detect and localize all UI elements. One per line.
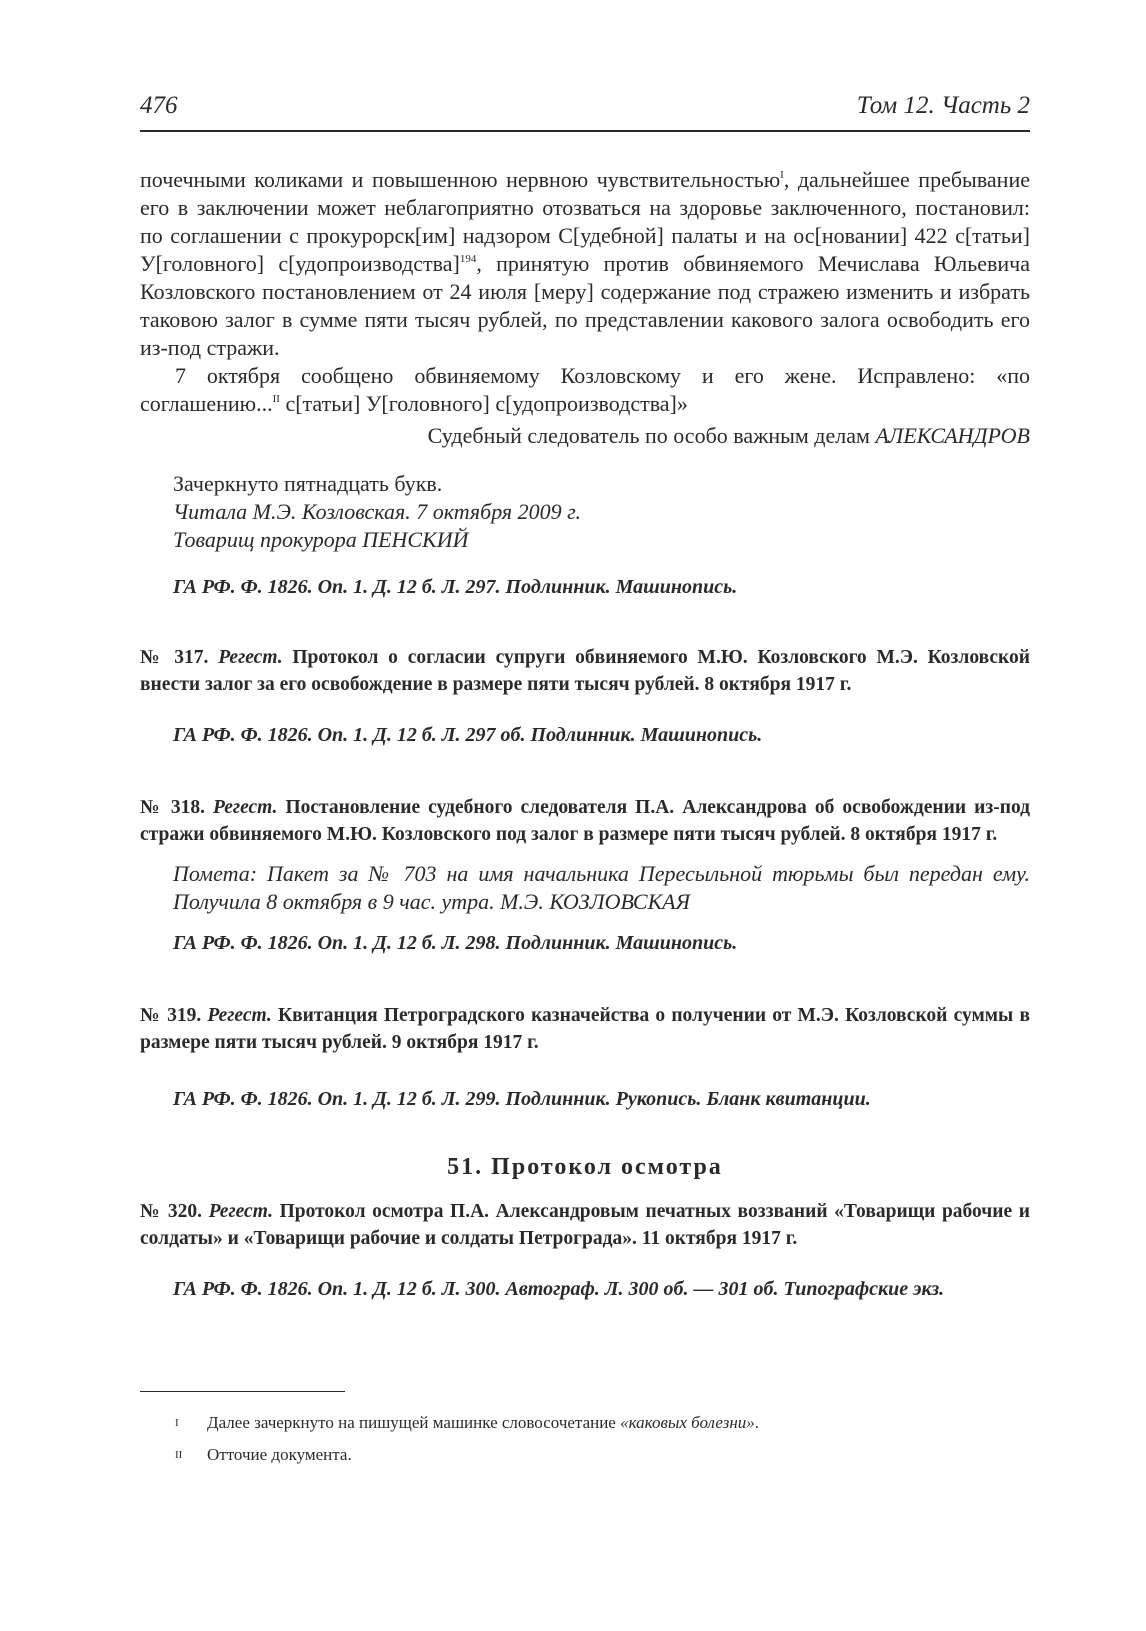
entry-number: № 317. xyxy=(140,647,219,668)
regest-label: Регест. xyxy=(208,1201,273,1222)
paragraph-text: , дальнейшее пребывание его в заключении может неблагоприятно отозваться на здоровье заключенного, постановил: по соглашении с прокурорск[им] надзором С[удебной] палаты и на ос[новании] 422 с[татьи] У[головного] с[удопроизводства] xyxy=(140,167,1030,276)
regest-entry-317 xyxy=(140,644,1030,698)
entry-number: № 318. xyxy=(140,797,214,818)
header-rule xyxy=(140,130,1030,132)
section-heading: 51. Протокол осмотра xyxy=(447,1154,723,1180)
paragraph-continuation xyxy=(140,166,1030,362)
footnote-text-part: . xyxy=(754,1413,760,1432)
note-struck: Зачеркнуто пятнадцать букв. xyxy=(173,471,443,496)
endnote-ref[interactable]: 194 xyxy=(459,253,477,265)
entry-text: Протокол осмотра П.А. Александровым печатных воззваний «Товарищи рабочие и солдаты» и «Товарищи рабочие и солдаты Петрограда». 11 октября 1917 г. xyxy=(140,1201,1030,1249)
signature-name: АЛЕКСАНДРОВ xyxy=(875,423,1030,448)
regest-entry-318 xyxy=(140,794,1030,848)
page-content xyxy=(140,166,1030,1302)
pometa-note: Помета: Пакет за № 703 на имя начальника Пересыльной тюрьмы был передан ему. Получила 8 октября в 9 час. утра. М.Э. КОЗЛОВСКАЯ xyxy=(173,861,1030,914)
regest-entry-320 xyxy=(140,1198,1030,1252)
footnote-ref[interactable]: I xyxy=(780,169,784,181)
page-number: 476 xyxy=(140,92,178,119)
paragraph-text: 7 октября сообщено обвиняемому Козловскому и его жене. Исправлено: «по соглашению... xyxy=(140,363,1030,416)
entry-number: № 320. xyxy=(140,1201,209,1222)
footnote-text xyxy=(207,1412,759,1434)
footnote-mark: I xyxy=(175,1417,179,1429)
regest-label: Регест. xyxy=(213,797,278,818)
regest-label: Регест. xyxy=(207,1005,272,1026)
footnote-text-part: Далее зачеркнуто на пишущей машинке словосочетание xyxy=(207,1413,621,1432)
running-header xyxy=(140,92,1030,128)
paragraph-correction xyxy=(140,362,1030,418)
regest-label: Регест. xyxy=(218,647,283,668)
signature-line xyxy=(140,422,1030,450)
volume-title: Том 12. Часть 2 xyxy=(856,92,1030,119)
archive-source: ГА РФ. Ф. 1826. Оп. 1. Д. 12 б. Л. 298. Подлинник. Машинопись. xyxy=(173,932,738,954)
footnote-mark: II xyxy=(175,1449,183,1461)
footnote-ref[interactable]: II xyxy=(272,393,280,405)
regest-entry-319 xyxy=(140,1002,1030,1056)
footnote-text-italic: «каковых болезни» xyxy=(620,1413,755,1432)
entry-text: Протокол о согласии супруги обвиняемого М.Ю. Козловского М.Э. Козловской внести залог за его освобождение в размере пяти тысяч рублей. 8 октября 1917 г. xyxy=(140,647,1030,695)
footnote-text: Отточие документа. xyxy=(207,1445,352,1464)
signature-label: Судебный следователь по особо важным делам xyxy=(427,423,876,448)
paragraph-text: почечными коликами и повышенною нервною чувствительностью xyxy=(140,167,781,192)
paragraph-text: , принятую против обвиняемого Мечислава Юльевича Козловского постановлением от 24 июля [меру] содержание под стражею изменить и избрать таковою залог в сумме пяти тысяч рублей, по представлении каковогo залога освободить его из-под стражи. xyxy=(140,251,1031,360)
footnote-rule xyxy=(140,1391,345,1392)
archive-source: ГА РФ. Ф. 1826. Оп. 1. Д. 12 б. Л. 299. Подлинник. Рукопись. Бланк квитанции. xyxy=(173,1088,871,1110)
paragraph-text: с[татьи] У[головного] с[удопроизводства]» xyxy=(279,391,688,416)
archive-source: ГА РФ. Ф. 1826. Оп. 1. Д. 12 б. Л. 300. Автограф. Л. 300 об. — 301 об. Типографские экз. xyxy=(173,1278,945,1300)
entry-text: Квитанция Петроградского казначейства о получении от М.Э. Козловской суммы в размере пяти тысяч рублей. 9 октября 1917 г. xyxy=(140,1005,1030,1053)
entry-text: Постановление судебного следователя П.А. Александрова об освобождении из-под стражи обвиняемого М.Ю. Козловского под залог в размере пяти тысяч рублей. 8 октября 1917 г. xyxy=(140,797,1030,845)
entry-number: № 319. xyxy=(140,1005,208,1026)
archive-source: ГА РФ. Ф. 1826. Оп. 1. Д. 12 б. Л. 297 об. Подлинник. Машинопись. xyxy=(173,724,763,746)
note-prosecutor: Товарищ прокурора ПЕНСКИЙ xyxy=(173,527,469,552)
note-read: Читала М.Э. Козловская. 7 октября 2009 г. xyxy=(173,499,581,524)
archive-source: ГА РФ. Ф. 1826. Оп. 1. Д. 12 б. Л. 297. Подлинник. Машинопись. xyxy=(173,576,738,598)
